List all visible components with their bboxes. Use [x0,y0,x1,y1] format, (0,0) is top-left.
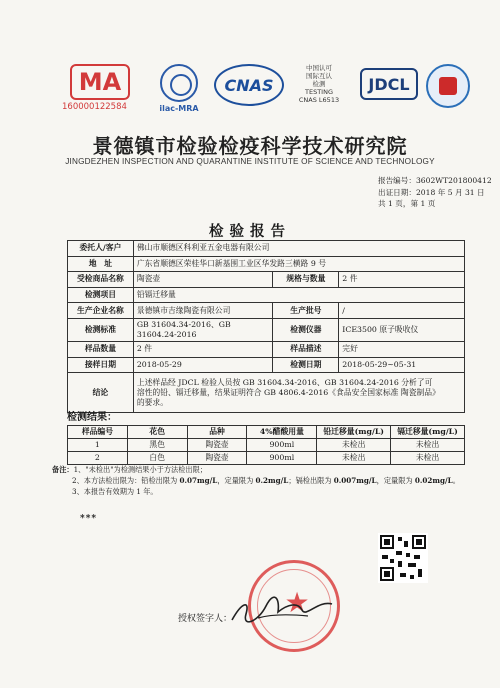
table-row [68,256,465,272]
conclusion-line-2: 溶性的铅、镉迁移量，结果证明符合 GB 4806.4-2016《食品安全国家标准 陶瓷制品》 [136,387,440,397]
instrument-value: ICE3500 原子吸收仪 [339,318,465,341]
testing-line-5: CNAS L6513 [298,96,340,104]
jdcl-mark: JDCL [360,68,418,100]
note-2-c: ，定量限为 [217,476,256,485]
cell-color: 黑色 [127,439,187,452]
test-item-label: 检测项目 [68,287,134,303]
testing-line-2: 国际互认 [306,72,332,80]
handwritten-signature [228,592,338,628]
header-color: 花色 [127,426,187,439]
report-title: 检验报告 [209,223,291,240]
round-seal-logo [426,64,470,108]
conclusion-value [133,373,464,413]
page-count: 共 1 页，第 1 页 [378,199,436,208]
report-info-table [67,240,465,413]
notes-prefix: 备注： [52,465,74,474]
cma-number: 160000122584 [62,102,127,112]
note-2-d: 0.2mg/L [255,476,289,485]
test-item-value: 铅镉迁移量 [133,287,464,303]
batch-value: / [339,303,465,319]
quantity-label: 样品数量 [68,341,134,357]
header-cadmium-migration: 镉迁移量(mg/L) [391,426,465,439]
sample-date-value: 2018-05-29 [133,357,273,373]
test-date-label: 检测日期 [273,357,339,373]
table-row [68,241,465,257]
table-row [68,452,465,465]
cnas-logo [214,64,284,106]
test-date-value: 2018-05-29~05-31 [339,357,465,373]
note-2-a: 2、本方法检出限为：铅检出限为 [72,476,180,485]
batch-label: 生产批号 [273,303,339,319]
description-label: 样品描述 [273,341,339,357]
note-3: 3、本报告有效期为 1 年。 [72,487,158,496]
cell-variety: 陶瓷壶 [187,452,247,465]
header-lead-migration: 铅迁移量(mg/L) [317,426,391,439]
conclusion-line-1: 上述样品经 JDCL 检验人员按 GB 31604.34-2016、GB 31604.24-2016 分析了可 [136,377,433,387]
address-label: 地 址 [68,256,134,272]
stamp-star-icon: ★ [284,586,310,619]
authorized-signer-label: 授权签字人： [178,614,233,624]
client-label: 委托人/客户 [68,241,134,257]
maker-value: 景德镇市吉缘陶瓷有限公司 [133,303,273,319]
table-row [68,439,465,452]
client-value: 佛山市顺德区科利亚五金电器有限公司 [133,241,464,257]
results-header-row [68,426,465,439]
cell-variety: 陶瓷壶 [187,439,247,452]
note-1 [52,464,460,475]
note-2-f: 0.007mg/L [333,476,377,485]
cnas-mark: CNAS [214,64,284,106]
institute-english-name: JINGDEZHEN INSPECTION AND QUARANTINE INSTITUTE OF SCIENCE AND TECHNOLOGY [65,157,435,166]
header-sample-no: 样品编号 [68,426,128,439]
note-2 [52,475,460,486]
cma-logo [62,64,140,112]
ilac-circle-icon [160,64,198,102]
product-label: 受检商品名称 [68,272,134,288]
standard-label: 检测标准 [68,318,134,341]
header-acid-volume: 4%醋酸用量 [247,426,317,439]
instrument-label: 检测仪器 [273,318,339,341]
standard-value: GB 31604.34-2016、GB 31604.24-2016 [133,318,273,341]
note-2-i: 。 [452,476,460,485]
seal-center-icon [439,77,457,95]
sample-date-label: 接样日期 [68,357,134,373]
table-row [68,357,465,373]
institute-name: 景德镇市检验检疫科学技术研究院 [92,134,408,158]
header-variety: 品种 [187,426,247,439]
cell-acid-volume: 900ml [247,439,317,452]
table-row [68,341,465,357]
end-marker: *** [80,514,98,524]
seal-icon [426,64,470,108]
report-meta [378,175,492,210]
cell-lead: 未检出 [317,439,391,452]
jdcl-logo [360,64,418,100]
cell-cadmium: 未检出 [391,439,465,452]
testing-line-3: 检测 [312,80,326,88]
note-2-b: 0.07mg/L [179,476,218,485]
cma-mark: MA [70,64,130,100]
testing-line-4: TESTING [305,88,333,96]
conclusion-label: 结论 [68,373,134,413]
table-row [68,303,465,319]
conclusion-line-3: 的要求。 [136,397,169,407]
table-row [68,287,465,303]
table-row [68,318,465,341]
table-row [68,272,465,288]
cell-sample-no: 1 [68,439,128,452]
cell-lead: 未检出 [317,452,391,465]
issue-date: 出证日期：2018 年 5 月 31 日 [378,187,485,197]
table-row [68,373,465,413]
address-value: 广东省顺德区荣桂华口新基围工业区华发路三横路 9 号 [133,256,464,272]
ilac-mra-logo [148,64,210,113]
maker-label: 生产企业名称 [68,303,134,319]
note-1-text: 1、"未检出"为检测结果小于方法检出限； [73,465,207,474]
qr-code-icon [378,533,428,583]
cell-acid-volume: 900ml [247,452,317,465]
quantity-value: 2 件 [133,341,273,357]
testing-line-1: 中国认可 [306,64,332,72]
product-value: 陶瓷壶 [133,272,273,288]
note-2-h: 0.02mg/L [414,476,453,485]
spec-label: 规格与数量 [273,272,339,288]
notes [52,464,460,497]
spec-value: 2 件 [339,272,465,288]
ilac-text: ilac-MRA [159,104,199,113]
results-title: 检测结果： [67,412,117,423]
results-table [67,425,465,465]
testing-accreditation-text [288,64,350,104]
accreditation-logos [62,64,462,120]
cell-color: 白色 [127,452,187,465]
cell-cadmium: 未检出 [391,452,465,465]
note-2-e: ；镉检出限为 [288,476,334,485]
cell-sample-no: 2 [68,452,128,465]
report-number: 报告编号：3602WT201800412 [378,176,492,185]
note-2-g: ，定量限为 [376,476,415,485]
description-value: 完好 [339,341,465,357]
